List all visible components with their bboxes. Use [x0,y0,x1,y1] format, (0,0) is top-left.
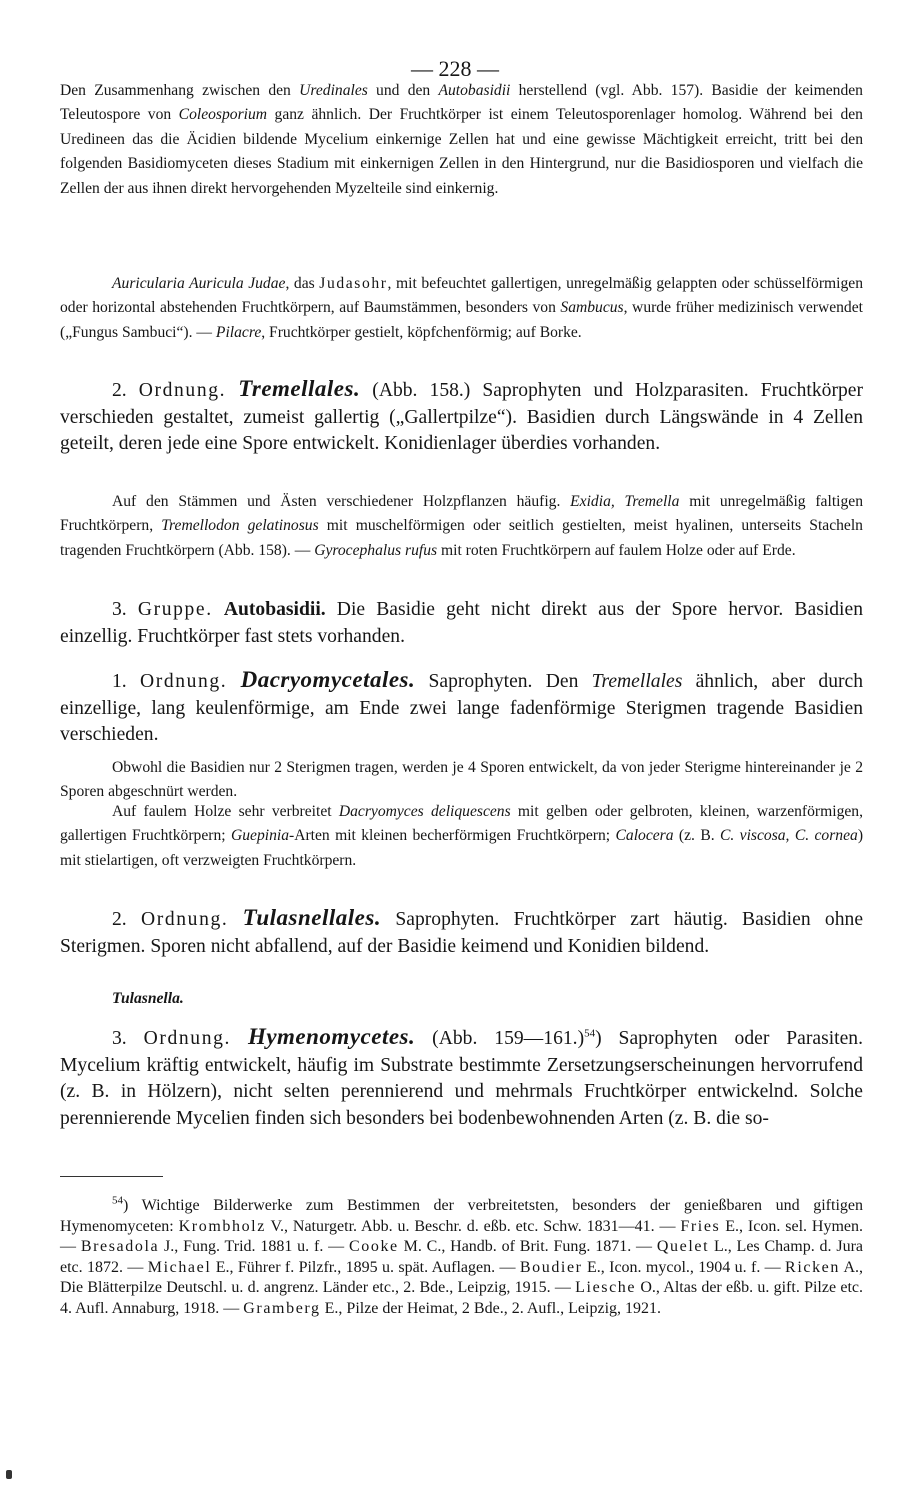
tremella-details-paragraph [60,490,863,563]
author-name: Gramberg [243,1299,321,1317]
text-run: V., Naturgetr. Abb. u. Beschr. d. eßb. etc. Schw. 1831—41. — [265,1217,681,1235]
text-run: mit roten Fruchtkörpern auf faulem Holze oder auf Erde. [437,541,796,559]
text-run: Den Zusammenhang zwischen den [60,82,300,99]
tremellales-section [60,376,863,458]
scan-speck [6,1470,12,1479]
footnote-reference[interactable]: 54 [584,1027,596,1040]
tulasnella-genus: Tulasnella. [112,990,184,1007]
text-run: ) mit stielartigen, oft verzweigten Fruchtkörpern. [60,827,864,869]
spaced-term: Judasohr [319,275,388,292]
author-name: Michael [147,1258,212,1276]
text-run: ) Wichtige Bilderwerke zum Bestimmen der verbreitetsten, besonders der genießbaren und giftigen Hymenomyceten: [60,1197,863,1235]
taxon-italic: Gyrocephalus rufus [314,541,438,559]
text-run: Auf den Stämmen und Ästen verschiedener Holzpflanzen häufig. [112,493,571,510]
order-name: Tremellales. [238,376,361,401]
order-label: Ordnung. [143,1028,231,1049]
text-run: und den [367,82,439,99]
taxon-italic: Exidia, Tremella [570,493,680,510]
order-number: 2. [112,909,141,930]
taxon-italic: Calocera [615,827,674,845]
text-run: O., Altas der eßb. u. gift. Pilze etc. 4. Aufl. Annaburg, 1918. — [60,1279,863,1317]
taxon-italic: Uredinales [299,82,368,99]
text-run: E., Icon. mycol., 1904 u. f. — [582,1258,786,1276]
order-name: Tulasnellales. [242,905,382,930]
author-name: Quelet [656,1238,710,1256]
dacryomycetales-section [60,667,863,749]
order-name: Hymenomycetes. [247,1024,416,1049]
text-run: E., Führer f. Pilzfr., 1895 u. spät. Auflagen. — [211,1258,520,1276]
taxon-italic: Dacryomyces deliquescens [338,803,511,820]
text-run: mit muschelförmigen oder seitlich gestielten, meist hyalinen, unterseits Stacheln tragenden Fruchtkörpern (Abb. 158). — [60,517,863,559]
text-run: , mit befeuchtet gallertigen, unregelmäßig gelappten oder schüsselförmigen oder horizontal abstehenden Fruchtkörpern, auf Baumstämmen, besonders von [60,275,863,317]
taxon-italic: Autobasidii [438,82,511,99]
text-run: M. C., Handb. of Brit. Fung. 1871. — [398,1238,657,1256]
text-run: ganz ähnlich. Der Fruchtkörper ist einem Teleutosporenlager homolog. Während bei den Uredineen das die Äcidien bildende Mycelium einkernige Zellen hat und eine gewisse Mächtigkeit erreicht, tritt bei den folgenden Basidiomyceten dieses Stadium mit einkernigen Zellen in den Hintergrund, nur die Basidiosporen und vielfach die Zellen der aus ihnen direkt hervorgehenden Myzelteile sind einkernig. [60,106,863,197]
order-name: Dacryomycetales. [240,667,416,692]
footnote-54 [60,1196,863,1320]
taxon-italic: Guepinia [230,827,290,845]
text-run: E., Icon. sel. Hymen. — [60,1217,863,1256]
group-number: 3. [112,599,138,620]
text-run: Saprophyten. Fruchtkörper zart häutig. Basidien ohne Sterigmen. Sporen nicht abfallend, auf der Basidie keimend und Konidien bildend. [60,909,864,957]
taxon-italic: Coleosporium [178,106,268,124]
text-run: Auf faulem Holze sehr verbreitet [112,803,339,820]
text-run: J., Fung. Trid. 1881 u. f. — [159,1238,349,1256]
text-run: mit unregelmäßig faltigen Fruchtkörpern, [60,493,863,535]
hymenomycetes-section [60,1024,863,1132]
text-run: L., Les Champ. d. Jura etc. 1872. — [60,1238,864,1276]
author-name: Fries [680,1217,721,1235]
taxon-italic: Tremellales [591,671,683,692]
order-number: 2. [112,380,139,401]
text-run: (Abb. 159—161.) [415,1028,585,1049]
text-run: (z. B. [673,827,720,845]
group-name: Autobasidii. [223,599,326,620]
footnote-divider [60,1176,163,1177]
taxon-italic: Pilacre [215,323,262,341]
taxon-italic: Tremellodon gelatinosus [161,517,319,535]
intro-paragraph [60,79,863,201]
text-run: herstellend (vgl. Abb. 157). Basidie der keimenden Teleutospore von [60,82,863,124]
footnote-number: 54 [112,1194,123,1207]
text-run: , Fruchtkörper gestielt, köpfchenförmig; auf Borke. [261,323,582,341]
author-name: Liesche [575,1279,637,1297]
author-name: Boudier [519,1258,583,1276]
author-name: Ricken [785,1258,840,1276]
author-name: Krombholz [178,1217,266,1235]
order-number: 1. [112,671,140,692]
sterigmen-paragraph: Obwohl die Basidien nur 2 Sterigmen tragen, werden je 4 Sporen entwickelt, da von jeder Sterigme hintereinander je 2 Sporen abgeschnürt werden. [60,759,863,801]
taxon-italic: Auricularia Auricula Judae [112,275,286,292]
order-number: 3. [112,1028,144,1049]
auricularia-paragraph [60,272,863,345]
taxon-italic: C. viscosa, C. cornea [719,827,858,845]
order-label: Ordnung. [139,671,228,692]
order-label: Ordnung. [138,380,227,401]
group-label: Gruppe. [137,599,213,620]
author-name: Cooke [348,1238,399,1256]
author-name: Bresadola [80,1238,160,1256]
tulasnellales-section [60,905,863,960]
text-run: -Arten mit kleinen becherförmigen Fruchtkörpern; [289,827,616,845]
text-run: , das [285,275,320,292]
text-run: ) Saprophyten oder Parasiten. Mycelium kräftig entwickelt, häufig im Substrate bestimmte Zersetzungserscheinungen hervorrufend (z. B. in Hölzern), nicht selten perennierend und mehrmals Fruchtkörper entwickelnd. Solche perennierende Mycelien finden sich besonders bei bodenbewohnenden Arten (z. B. die so- [60,1028,864,1129]
order-label: Ordnung. [141,909,229,930]
text-run: A., Die Blätterpilze Deutschl. u. d. angrenz. Länder etc., 2. Bde., Leipzig, 1915. — [60,1258,864,1297]
text-run: Saprophyten. Den [415,671,592,692]
text-run: , wurde früher medizinisch verwendet („Fungus Sambuci“). — [60,299,863,341]
text-run: mit gelben oder gelbroten, kleinen, warzenförmigen, gallertigen Fruchtkörpern; [60,803,863,845]
text-run: Die Basidie geht nicht direkt aus der Spore hervor. Basidien einzellig. Fruchtkörper fast stets vorhanden. [60,599,863,647]
text-run: (Abb. 158.) Saprophyten und Holzparasiten. Fruchtkörper verschieden gestaltet, zumeist gallertig („Gallertpilze“). Basidien durch Längswände in 4 Zellen geteilt, deren jede eine Spore entwickelt. Konidienlager überdies vorhanden. [60,380,863,455]
text-run: ähnlich, aber durch einzellige, lang keulenförmige, am Ende zwei lange fadenförmige Sterigmen tragende Basidien verschieden. [60,671,864,746]
dacryomyces-details-paragraph [60,800,863,873]
text-run: E., Pilze der Heimat, 2 Bde., 2. Aufl., Leipzig, 1921. [320,1299,662,1317]
taxon-italic: Sambucus [560,299,624,317]
page-number: — 228 — [411,56,499,81]
autobasidii-section [60,597,863,650]
